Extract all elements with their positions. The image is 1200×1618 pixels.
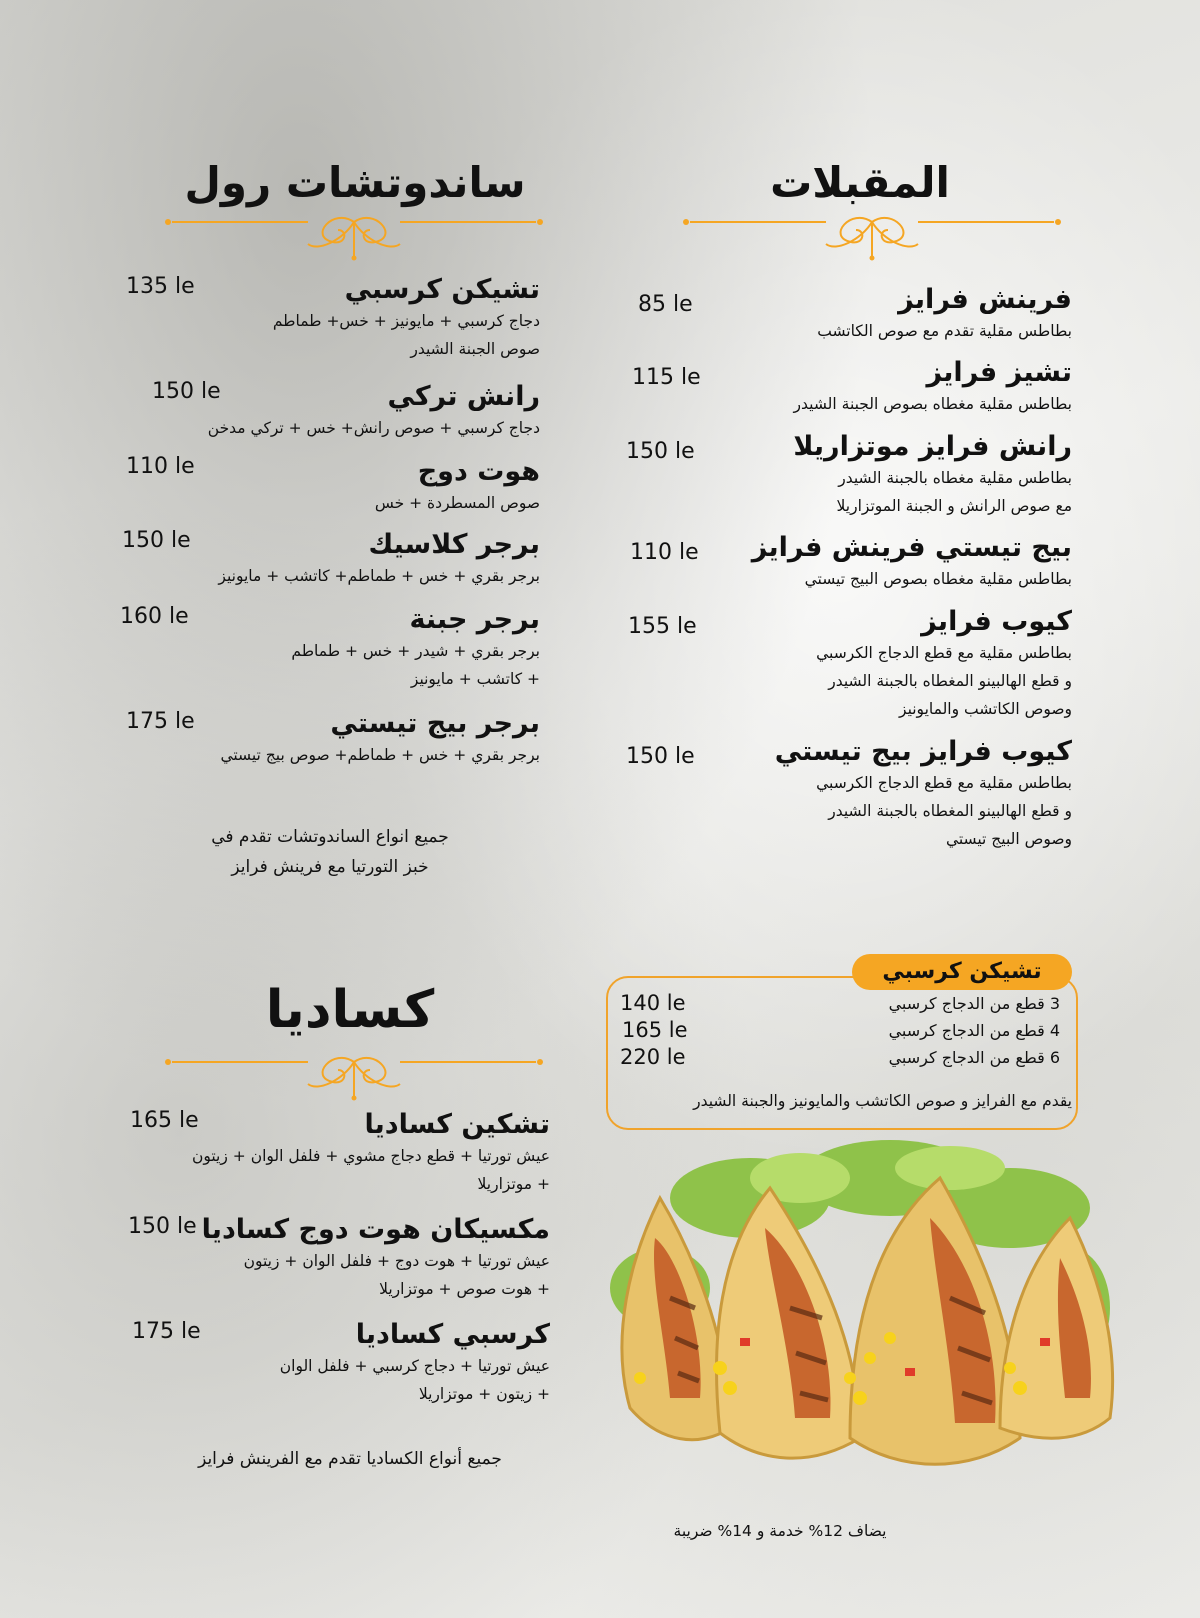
item-description: بطاطس مقلية مغطاه بصوص البيج تيستي — [804, 570, 1072, 588]
sandwich-item — [218, 528, 540, 590]
item-price: 160 le — [120, 604, 189, 629]
item-description: مع صوص الرانش و الجبنة الموتزاريلا — [836, 497, 1072, 515]
item-description: + كاتشب + مايونيز — [410, 670, 540, 688]
item-name: برجر كلاسيك — [368, 529, 540, 560]
appetizer-item — [752, 531, 1072, 593]
item-name: تشيكن كرسبي — [344, 274, 540, 305]
item-description: صوص المسطردة + خس — [374, 494, 540, 512]
item-description: بطاطس مقلية تقدم مع صوص الكاتشب — [817, 322, 1072, 340]
row-description: 3 قطع من الدجاج كرسبي — [888, 994, 1060, 1013]
item-description: برجر بقري + خس + طماطم+ صوص بيج تيستي — [220, 746, 540, 764]
item-description: وصوص البيج تيستي — [945, 830, 1072, 848]
item-name: كرسبي كساديا — [355, 1319, 550, 1350]
sandwich-item — [208, 380, 540, 442]
crispy-row — [620, 1017, 1060, 1044]
row-price: 140 le — [620, 991, 686, 1015]
item-price: 150 le — [626, 439, 695, 464]
appetizers-title: المقبلات — [770, 158, 950, 207]
item-price: 110 le — [630, 540, 699, 565]
item-description: + زيتون + موتزاريلا — [418, 1385, 550, 1403]
quesadilla-item — [280, 1318, 550, 1408]
item-description: دجاج كرسبي + صوص رانش+ خس + تركي مدخن — [207, 419, 540, 437]
item-name: رانش فرايز موتزاريلا — [793, 431, 1072, 462]
ornament-divider-icon — [158, 212, 550, 262]
item-description: عيش تورتيا + دجاج كرسبي + فلفل الوان — [279, 1357, 550, 1375]
sandwich-item — [291, 603, 540, 693]
item-price: 110 le — [126, 454, 195, 479]
item-price: 150 le — [128, 1214, 197, 1239]
item-description: برجر بقري + شيدر + خس + طماطم — [291, 642, 540, 660]
item-name: رانش تركي — [387, 381, 540, 412]
row-price: 220 le — [620, 1045, 686, 1069]
appetizer-item — [794, 356, 1072, 418]
ornament-divider-icon — [676, 212, 1068, 262]
item-description: وصوص الكاتشب والمايونيز — [899, 700, 1072, 718]
appetizer-item — [817, 283, 1072, 345]
ornament-divider-icon — [158, 1052, 550, 1102]
sandwiches-title: ساندوتشات رول — [184, 158, 526, 207]
item-description: + موتزاريلا — [477, 1175, 550, 1193]
item-price: 135 le — [126, 274, 195, 299]
item-name: فرينش فرايز — [898, 284, 1072, 315]
crispy-row — [620, 990, 1060, 1017]
item-description: و قطع الهالبينو المغطاه بالجبنة الشيدر — [828, 802, 1072, 820]
item-price: 115 le — [632, 365, 701, 390]
item-name: كيوب فرايز بيج تيستي — [774, 736, 1072, 767]
quesadilla-title: كساديا — [265, 980, 435, 1040]
tax-note: يضاف 12% خدمة و 14% ضريبة — [673, 1522, 887, 1540]
sandwich-item — [220, 707, 540, 769]
item-name: مكسيكان هوت دوج كساديا — [201, 1214, 550, 1245]
tacos-illustration-icon — [600, 1138, 1120, 1483]
sandwich-item — [273, 273, 540, 363]
item-name: بيج تيستي فرينش فرايز — [751, 532, 1072, 563]
item-name: هوت دوج — [417, 456, 540, 487]
item-name: كيوب فرايز — [921, 606, 1072, 637]
item-name: برجر جبنة — [409, 604, 540, 635]
appetizer-item — [816, 605, 1072, 723]
item-description: و قطع الهالبينو المغطاه بالجبنة الشيدر — [828, 672, 1072, 690]
quesadilla-item — [202, 1213, 550, 1303]
row-description: 4 قطع من الدجاج كرسبي — [888, 1021, 1060, 1040]
crispy-box-note: يقدم مع الفرايز و صوص الكاتشب والمايونيز والجبنة الشيدر — [693, 1092, 1072, 1110]
item-price: 165 le — [130, 1108, 199, 1133]
sandwiches-note — [160, 822, 500, 882]
item-description: + هوت صوص + موتزاريلا — [379, 1280, 550, 1298]
item-description: بطاطس مقلية مع قطع الدجاج الكرسبي — [816, 644, 1072, 662]
item-price: 150 le — [122, 528, 191, 553]
item-price: 175 le — [132, 1319, 201, 1344]
quesadilla-note: جميع أنواع الكساديا تقدم مع الفرينش فرايز — [198, 1449, 502, 1469]
crispy-chicken-badge: تشيكن كرسبي — [852, 954, 1072, 990]
crispy-row — [620, 1044, 1060, 1071]
item-price: 155 le — [628, 614, 697, 639]
item-name: برجر بيج تيستي — [330, 708, 540, 739]
note-line: خبز التورتيا مع فرينش فرايز — [231, 857, 429, 877]
item-price: 150 le — [152, 379, 221, 404]
sandwich-item — [375, 455, 540, 517]
item-description: عيش تورتيا + هوت دوج + فلفل الوان + زيتون — [243, 1252, 550, 1270]
item-price: 175 le — [126, 709, 195, 734]
item-price: 150 le — [626, 744, 695, 769]
item-name: تشيز فرايز — [926, 357, 1072, 388]
item-description: بطاطس مقلية مغطاه بالجبنة الشيدر — [838, 469, 1072, 487]
appetizer-item — [775, 735, 1072, 853]
item-name: تشكين كساديا — [364, 1109, 550, 1140]
quesadilla-item — [192, 1108, 550, 1198]
row-description: 6 قطع من الدجاج كرسبي — [888, 1048, 1060, 1067]
item-price: 85 le — [638, 292, 693, 317]
item-description: عيش تورتيا + قطع دجاج مشوي + فلفل الوان + زيتون — [191, 1147, 550, 1165]
appetizer-item — [793, 430, 1072, 520]
item-description: برجر بقري + خس + طماطم+ كاتشب + مايونيز — [218, 567, 540, 585]
item-description: بطاطس مقلية مع قطع الدجاج الكرسبي — [816, 774, 1072, 792]
item-description: دجاج كرسبي + مايونيز + خس+ طماطم — [272, 312, 540, 330]
item-description: صوص الجبنة الشيدر — [410, 340, 540, 358]
note-line: جميع انواع الساندوتشات تقدم في — [211, 827, 449, 847]
item-description: بطاطس مقلية مغطاه بصوص الجبنة الشيدر — [793, 395, 1072, 413]
row-price: 165 le — [622, 1018, 688, 1042]
